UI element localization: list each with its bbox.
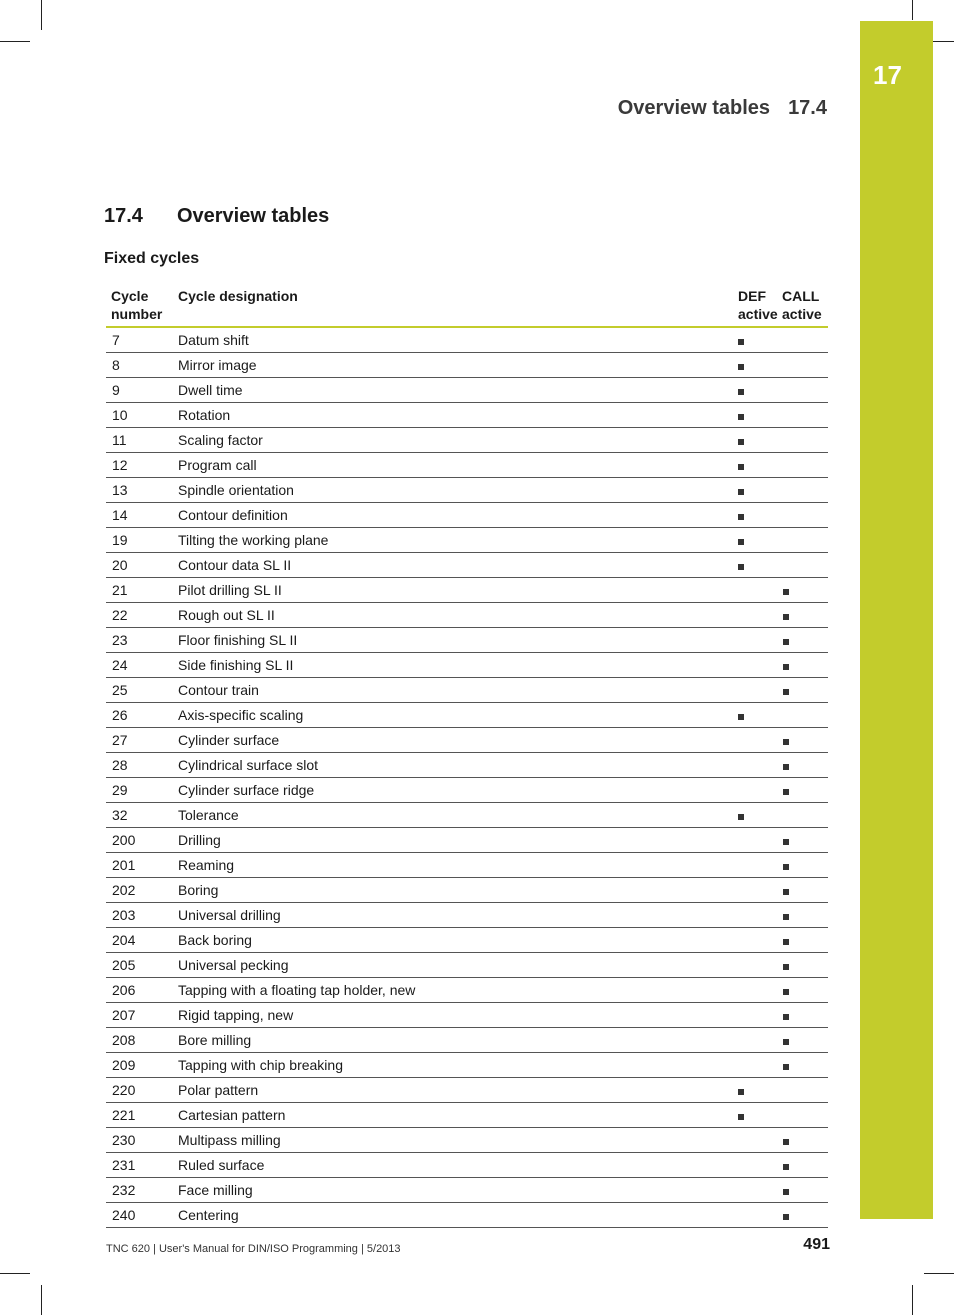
active-marker-icon bbox=[738, 489, 744, 495]
call-active-cell bbox=[783, 657, 795, 673]
call-active-cell bbox=[783, 1157, 795, 1173]
call-active-cell bbox=[783, 957, 795, 973]
table-row bbox=[106, 1078, 828, 1103]
crop-mark bbox=[41, 1285, 42, 1315]
table-row bbox=[106, 778, 828, 803]
active-marker-icon bbox=[738, 464, 744, 470]
cycle-designation: Dwell time bbox=[178, 382, 243, 398]
active-marker-icon bbox=[738, 564, 744, 570]
def-active-cell bbox=[738, 382, 750, 398]
cycle-designation: Mirror image bbox=[178, 357, 257, 373]
active-marker-icon bbox=[783, 1214, 789, 1220]
cycle-designation: Contour data SL II bbox=[178, 557, 292, 573]
cycle-number: 14 bbox=[112, 507, 128, 523]
cycle-designation: Centering bbox=[178, 1207, 239, 1223]
cycle-designation: Cylinder surface ridge bbox=[178, 782, 315, 798]
call-active-cell bbox=[783, 1032, 795, 1048]
cycle-designation: Axis-specific scaling bbox=[178, 707, 304, 723]
cycle-designation: Contour definition bbox=[178, 507, 288, 523]
def-active-cell bbox=[738, 457, 750, 473]
cycle-designation: Polar pattern bbox=[178, 1082, 259, 1098]
def-active-cell bbox=[738, 532, 750, 548]
def-active-cell bbox=[738, 707, 750, 723]
cycle-designation: Tapping with a floating tap holder, new bbox=[178, 982, 416, 998]
header-cycle-number-line1: Cycle bbox=[111, 288, 149, 304]
cycle-number: 221 bbox=[112, 1107, 136, 1123]
cycle-number: 9 bbox=[112, 382, 120, 398]
def-active-cell bbox=[738, 1107, 750, 1123]
header-call-line2: active bbox=[782, 306, 822, 322]
table-row bbox=[106, 603, 828, 628]
table-row bbox=[106, 853, 828, 878]
cycle-designation: Drilling bbox=[178, 832, 221, 848]
cycle-number: 220 bbox=[112, 1082, 136, 1098]
call-active-cell bbox=[783, 1182, 795, 1198]
table-row bbox=[106, 1203, 828, 1228]
chapter-tab-number: 17 bbox=[873, 60, 902, 90]
table-row bbox=[106, 903, 828, 928]
cycle-designation: Universal drilling bbox=[178, 907, 281, 923]
table-body bbox=[106, 328, 828, 1228]
active-marker-icon bbox=[783, 914, 789, 920]
page-number: 491 bbox=[803, 1236, 830, 1253]
active-marker-icon bbox=[738, 364, 744, 370]
def-active-cell bbox=[738, 357, 750, 373]
active-marker-icon bbox=[783, 789, 789, 795]
active-marker-icon bbox=[738, 1114, 744, 1120]
chapter-tab bbox=[860, 21, 933, 1219]
cycle-number: 28 bbox=[112, 757, 128, 773]
cycle-number: 200 bbox=[112, 832, 136, 848]
table-row bbox=[106, 828, 828, 853]
table-row bbox=[106, 678, 828, 703]
header-call-active bbox=[782, 287, 822, 323]
cycle-designation: Pilot drilling SL II bbox=[178, 582, 282, 598]
cycle-designation: Program call bbox=[178, 457, 257, 473]
def-active-cell bbox=[738, 407, 750, 423]
cycle-designation: Reaming bbox=[178, 857, 235, 873]
call-active-cell bbox=[783, 882, 795, 898]
call-active-cell bbox=[783, 607, 795, 623]
cycle-number: 22 bbox=[112, 607, 128, 623]
def-active-cell bbox=[738, 507, 750, 523]
cycle-number: 13 bbox=[112, 482, 128, 498]
cycle-number: 231 bbox=[112, 1157, 136, 1173]
cycle-number: 208 bbox=[112, 1032, 136, 1048]
active-marker-icon bbox=[783, 1039, 789, 1045]
cycle-number: 25 bbox=[112, 682, 128, 698]
cycle-number: 201 bbox=[112, 857, 136, 873]
call-active-cell bbox=[783, 1007, 795, 1023]
cycle-number: 29 bbox=[112, 782, 128, 798]
section-number: 17.4 bbox=[104, 205, 143, 227]
call-active-cell bbox=[783, 907, 795, 923]
table-header bbox=[106, 283, 828, 328]
cycle-designation: Scaling factor bbox=[178, 432, 263, 448]
cycle-designation: Rotation bbox=[178, 407, 231, 423]
cycle-designation: Datum shift bbox=[178, 332, 249, 348]
def-active-cell bbox=[738, 332, 750, 348]
def-active-cell bbox=[738, 432, 750, 448]
table-row bbox=[106, 1003, 828, 1028]
cycle-designation: Contour train bbox=[178, 682, 259, 698]
table-row bbox=[106, 1053, 828, 1078]
cycle-designation: Side finishing SL II bbox=[178, 657, 294, 673]
table-row bbox=[106, 553, 828, 578]
active-marker-icon bbox=[783, 964, 789, 970]
table-row bbox=[106, 503, 828, 528]
table-row bbox=[106, 403, 828, 428]
active-marker-icon bbox=[783, 639, 789, 645]
active-marker-icon bbox=[738, 714, 744, 720]
active-marker-icon bbox=[783, 764, 789, 770]
cycle-designation: Universal pecking bbox=[178, 957, 289, 973]
cycle-number: 21 bbox=[112, 582, 128, 598]
cycle-number: 8 bbox=[112, 357, 120, 373]
section-heading bbox=[104, 205, 329, 228]
call-active-cell bbox=[783, 782, 795, 798]
cycle-number: 23 bbox=[112, 632, 128, 648]
cycle-number: 11 bbox=[112, 432, 127, 448]
cycle-designation: Spindle orientation bbox=[178, 482, 294, 498]
cycle-designation: Cylindrical surface slot bbox=[178, 757, 319, 773]
running-header bbox=[618, 97, 827, 120]
header-def-line1: DEF bbox=[738, 288, 766, 304]
table-row bbox=[106, 378, 828, 403]
cycle-number: 240 bbox=[112, 1207, 136, 1223]
section-title: Overview tables bbox=[176, 205, 330, 227]
cycle-designation: Ruled surface bbox=[178, 1157, 265, 1173]
cycle-number: 202 bbox=[112, 882, 136, 898]
active-marker-icon bbox=[783, 1189, 789, 1195]
cycles-table bbox=[106, 283, 828, 1228]
cycle-designation: Floor finishing SL II bbox=[178, 632, 298, 648]
active-marker-icon bbox=[738, 539, 744, 545]
table-row bbox=[106, 1103, 828, 1128]
cycle-designation: Rough out SL II bbox=[178, 607, 275, 623]
active-marker-icon bbox=[738, 339, 744, 345]
cycle-number: 10 bbox=[112, 407, 128, 423]
active-marker-icon bbox=[738, 514, 744, 520]
cycle-number: 27 bbox=[112, 732, 128, 748]
active-marker-icon bbox=[738, 1089, 744, 1095]
table-row bbox=[106, 703, 828, 728]
cycle-number: 20 bbox=[112, 557, 128, 573]
call-active-cell bbox=[783, 832, 795, 848]
active-marker-icon bbox=[738, 414, 744, 420]
crop-mark bbox=[912, 1285, 913, 1315]
call-active-cell bbox=[783, 732, 795, 748]
header-def-active bbox=[738, 287, 778, 323]
table-row bbox=[106, 453, 828, 478]
table-row bbox=[106, 353, 828, 378]
cycle-designation: Cylinder surface bbox=[178, 732, 280, 748]
active-marker-icon bbox=[783, 839, 789, 845]
call-active-cell bbox=[783, 857, 795, 873]
cycle-number: 203 bbox=[112, 907, 136, 923]
call-active-cell bbox=[783, 1207, 795, 1223]
subheading: Fixed cycles bbox=[104, 250, 200, 267]
active-marker-icon bbox=[783, 1064, 789, 1070]
call-active-cell bbox=[783, 632, 795, 648]
active-marker-icon bbox=[783, 664, 789, 670]
table-row bbox=[106, 953, 828, 978]
table-row bbox=[106, 478, 828, 503]
table-row bbox=[106, 928, 828, 953]
def-active-cell bbox=[738, 807, 750, 823]
cycle-number: 12 bbox=[112, 457, 128, 473]
cycle-number: 207 bbox=[112, 1007, 136, 1023]
crop-mark bbox=[41, 0, 42, 30]
header-def-line2: active bbox=[738, 306, 778, 322]
table-row bbox=[106, 328, 828, 353]
table-row bbox=[106, 578, 828, 603]
cycle-number: 205 bbox=[112, 957, 136, 973]
call-active-cell bbox=[783, 682, 795, 698]
active-marker-icon bbox=[783, 1139, 789, 1145]
def-active-cell bbox=[738, 1082, 750, 1098]
call-active-cell bbox=[783, 582, 795, 598]
table-row bbox=[106, 1128, 828, 1153]
cycle-designation: Tilting the working plane bbox=[178, 532, 329, 548]
cycle-designation: Tapping with chip breaking bbox=[178, 1057, 343, 1073]
header-cycle-designation: Cycle designation bbox=[178, 288, 298, 304]
table-row bbox=[106, 428, 828, 453]
table-row bbox=[106, 628, 828, 653]
cycle-number: 209 bbox=[112, 1057, 136, 1073]
crop-mark bbox=[0, 41, 30, 42]
table-row bbox=[106, 1153, 828, 1178]
header-call-line1: CALL bbox=[782, 288, 820, 304]
active-marker-icon bbox=[783, 614, 789, 620]
cycle-number: 26 bbox=[112, 707, 128, 723]
cycle-designation: Boring bbox=[178, 882, 219, 898]
active-marker-icon bbox=[783, 889, 789, 895]
call-active-cell bbox=[783, 1132, 795, 1148]
table-row bbox=[106, 803, 828, 828]
active-marker-icon bbox=[738, 389, 744, 395]
cycle-designation: Cartesian pattern bbox=[178, 1107, 286, 1123]
table-row bbox=[106, 878, 828, 903]
crop-mark bbox=[912, 0, 913, 20]
table-row bbox=[106, 1178, 828, 1203]
cycle-number: 204 bbox=[112, 932, 136, 948]
def-active-cell bbox=[738, 482, 750, 498]
active-marker-icon bbox=[738, 439, 744, 445]
call-active-cell bbox=[783, 982, 795, 998]
call-active-cell bbox=[783, 932, 795, 948]
active-marker-icon bbox=[783, 1164, 789, 1170]
cycle-number: 232 bbox=[112, 1182, 136, 1198]
active-marker-icon bbox=[783, 589, 789, 595]
active-marker-icon bbox=[783, 989, 789, 995]
crop-mark bbox=[924, 1273, 954, 1274]
cycle-number: 24 bbox=[112, 657, 128, 673]
cycle-number: 230 bbox=[112, 1132, 136, 1148]
active-marker-icon bbox=[783, 864, 789, 870]
active-marker-icon bbox=[738, 814, 744, 820]
running-header-section: 17.4 bbox=[788, 97, 827, 119]
table-row bbox=[106, 653, 828, 678]
cycle-number: 7 bbox=[112, 332, 120, 348]
active-marker-icon bbox=[783, 689, 789, 695]
table-row bbox=[106, 528, 828, 553]
cycle-designation: Tolerance bbox=[178, 807, 239, 823]
cycle-number: 32 bbox=[112, 807, 128, 823]
call-active-cell bbox=[783, 757, 795, 773]
call-active-cell bbox=[783, 1057, 795, 1073]
table-row bbox=[106, 1028, 828, 1053]
header-cycle-number bbox=[111, 287, 162, 323]
header-cycle-number-line2: number bbox=[111, 306, 163, 322]
table-row bbox=[106, 728, 828, 753]
active-marker-icon bbox=[783, 739, 789, 745]
cycle-number: 19 bbox=[112, 532, 128, 548]
cycle-designation: Back boring bbox=[178, 932, 252, 948]
def-active-cell bbox=[738, 557, 750, 573]
table-row bbox=[106, 753, 828, 778]
active-marker-icon bbox=[783, 1014, 789, 1020]
cycle-number: 206 bbox=[112, 982, 136, 998]
active-marker-icon bbox=[783, 939, 789, 945]
cycle-designation: Face milling bbox=[178, 1182, 253, 1198]
cycle-designation: Bore milling bbox=[178, 1032, 252, 1048]
cycle-designation: Multipass milling bbox=[178, 1132, 281, 1148]
crop-mark bbox=[0, 1273, 30, 1274]
table-row bbox=[106, 978, 828, 1003]
cycle-designation: Rigid tapping, new bbox=[178, 1007, 294, 1023]
running-header-title: Overview tables bbox=[617, 97, 771, 119]
footer-text: TNC 620 | User's Manual for DIN/ISO Programming | 5/2013 bbox=[106, 1243, 401, 1255]
